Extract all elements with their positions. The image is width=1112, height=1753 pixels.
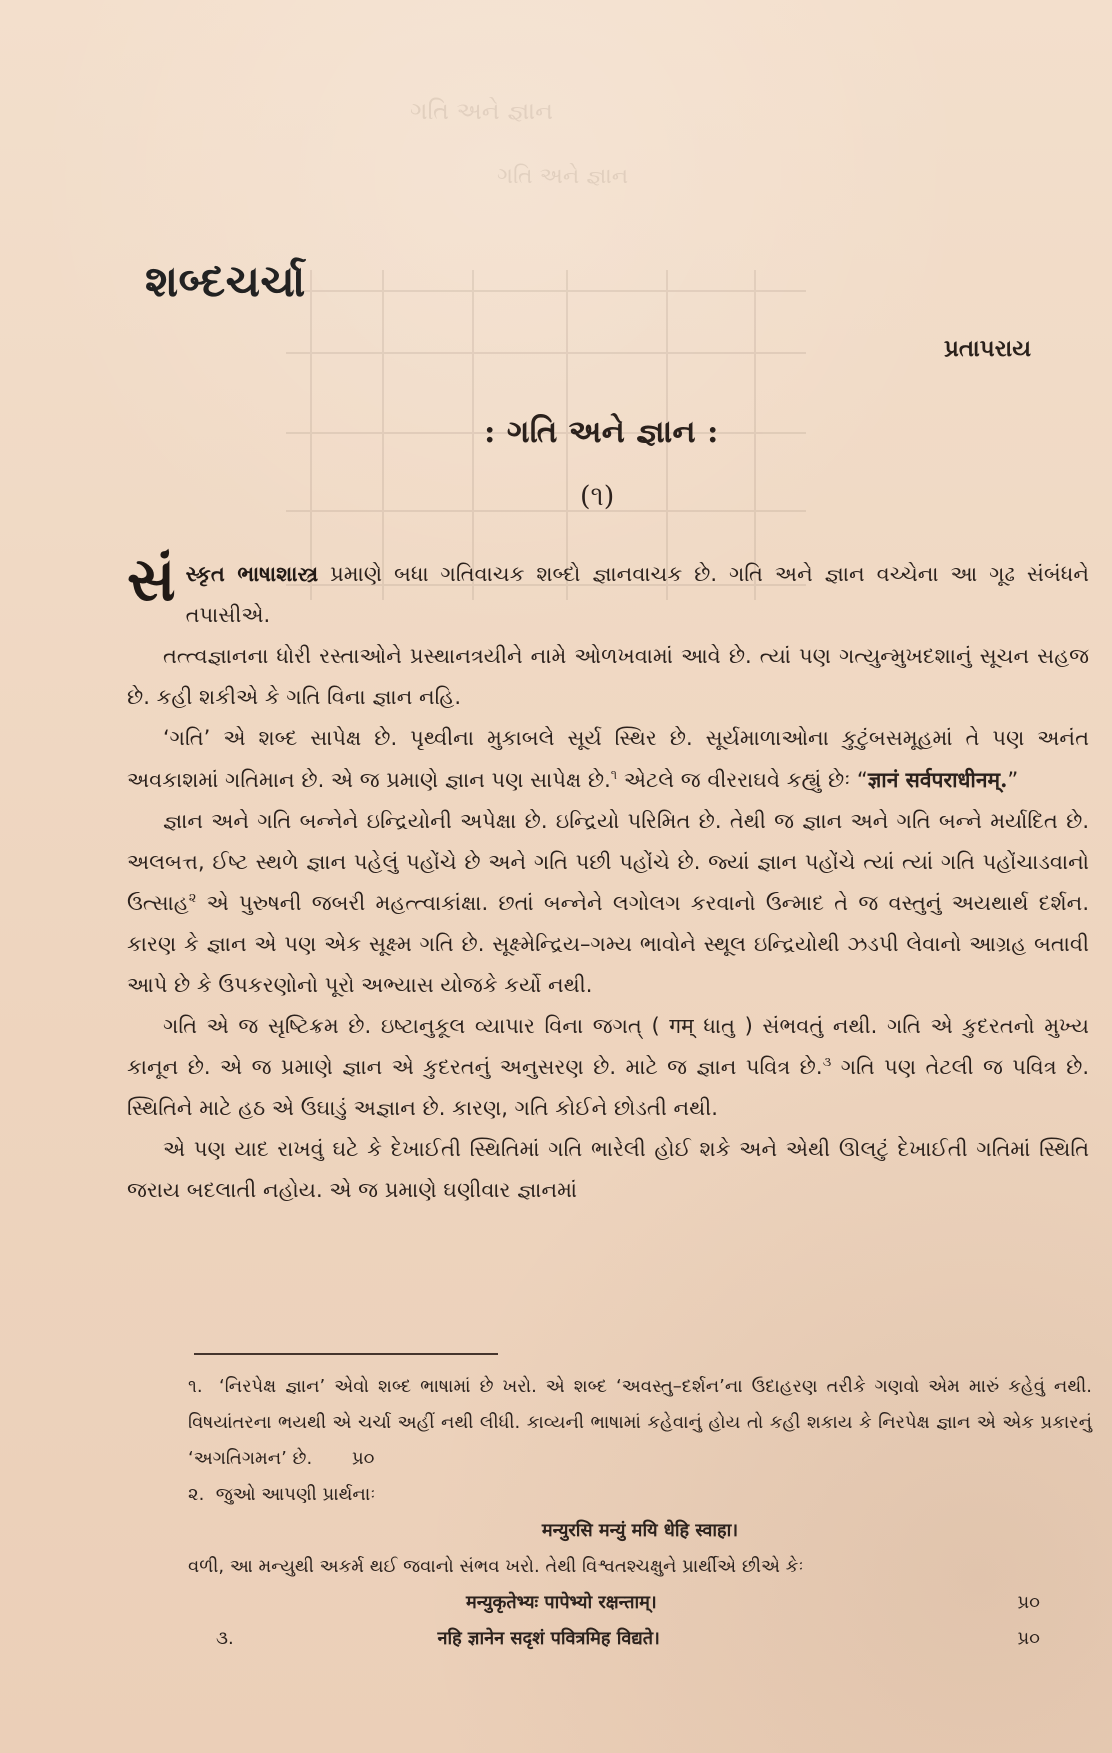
footnote-suffix: પ્ર૦ [1017,1592,1040,1613]
paragraph-4 [127,801,1089,1006]
footnote-text: ‘નિરપેક્ષ જ્ઞાન’ એવો શબ્દ ભાષામાં છે ખરો. એ શબ્દ ‘અવસ્તુ–દર્શન’ના ઉદાહરણ તરીકે ગણવો એમ મારું કહેવું નથી. વિષયાંતરના ભયથી એ ચર્ચા અહીં નથી લીધી. કાવ્યની ભાષામાં કહેવાનું હોય તો કહી શકાય કે નિરપેક્ષ જ્ઞાન એ એક પ્રકારનું ‘અગતિગમન’ છે. [188,1376,1092,1469]
paragraph-text: તત્ત્વજ્ઞાનના ધોરી રસ્તાઓને પ્રસ્થાનત્રયીને નામે ઓળખવામાં આવે છે. ત્યાં પણ ગત્યુન્મુખદશાનું સૂચન સહજ છે. કહી શકીએ કે ગતિ વિના જ્ઞાન નહિ. [127,644,1089,709]
paragraph-lead: સ્કૃત ભાષાશાસ્ત્ર [185,562,319,586]
footnote-marker: ૩ [822,1055,832,1070]
article-title: શબ્દચર્ચા [145,257,306,307]
paragraph-3 [127,718,1089,801]
paragraph-1 [127,545,1089,636]
footnotes [188,1369,1092,1657]
footnote-1 [188,1369,1092,1477]
footnote-2 [188,1477,1092,1513]
article-body [127,545,1089,1211]
quote-close: ” [1007,768,1019,792]
footnote-number: ૩. [216,1628,234,1649]
section-title: : ગતિ અને જ્ઞાન : [484,414,719,450]
sanskrit-verse-1: मन्युरसि मन्युं मयि धेहि स्वाहा। [541,1520,739,1541]
footnote-number: ૨. [188,1484,205,1505]
bleed-through-text: ગતિ અને જ્ઞાન [497,164,629,189]
sanskrit-verse-3: नहि ज्ञानेन सदृशं पवित्रमिह विद्यते। [437,1628,660,1649]
paragraph-text: ગતિ પણ તેટલી જ પવિત્ર છે. સ્થિતિને માટે હઠ એ ઉઘાડું અજ્ઞાન છે. કારણ, ગતિ કોઈને છોડતી નથી. [127,1055,1089,1120]
paragraph-text: એટલે જ વીરરાઘવે કહ્યું છેઃ “ [617,768,868,792]
paragraph-text: ‘ગતિ’ એ શબ્દ સાપેક્ષ છે. પૃથ્વીના મુકાબલે સૂર્ય સ્થિર છે. સૂર્યમાળાઓના કુટુંબસમૂહમાં તે પણ અનંત અવકાશમાં ગતિમાન છે. એ જ પ્રમાણે જ્ઞાન પણ સાપેક્ષ છે. [127,726,1089,792]
paragraph-6 [127,1129,1089,1211]
section-number: (૧) [580,481,615,512]
paragraph-2 [127,636,1089,718]
paragraph-text: જ્ઞાન અને ગતિ બન્નેને ઇન્દ્રિયોની અપેક્ષા છે. ઇન્દ્રિયો પરિમિત છે. તેથી જ જ્ઞાન અને ગતિ બન્ને મર્યાદિત છે. અલબત્ત, ઈષ્ટ સ્થળે જ્ઞાન પહેલું પહોંચે છે અને ગતિ પછી પહોંચે છે. જ્યાં જ્ઞાન પહોંચે ત્યાં ત્યાં ગતિ પહોંચાડવાનો ઉત્સાહ [127,809,1089,915]
paragraph-text: પ્રમાણે બધા ગતિવાચક શબ્દો જ્ઞાનવાચક છે. ગતિ અને જ્ઞાન વચ્ચેના આ ગૂઢ સંબંધને તપાસીએ. [185,562,1089,627]
footnote-text: વળી, આ મન્યુથી અકર્મ થઈ જવાનો સંભવ ખરો. તેથી વિશ્વતશ્ચક્ષુને પ્રાર્થીએ છીએ કેઃ [188,1556,804,1577]
paragraph-5 [127,1006,1089,1129]
footnote-suffix: પ્ર૦ [1017,1628,1040,1649]
paragraph-text: ગતિ એ જ સૃષ્ટિક્રમ છે. ઇષ્ટાનુકૂલ વ્યાપાર વિના જગત્ ( गम् ધાતુ ) સંભવતું નથી. ગતિ એ કુદરતનો મુખ્ય કાનૂન છે. એ જ પ્રમાણે જ્ઞાન એ કુદરતનું અનુસરણ છે. માટે જ જ્ઞાન પવિત્ર છે. [127,1014,1089,1079]
sanskrit-verse-2: मन्युकृतेभ्यः पापेभ्यो रक्षन्ताम्। [466,1592,657,1613]
footnote-divider [194,1353,498,1355]
footnote-marker: ૧ [610,768,618,783]
sanskrit-quote: ज्ञानं सर्वपराधीनम्. [867,767,1008,792]
paragraph-text: એ પણ યાદ રાખવું ઘટે કે દેખાઈતી સ્થિતિમાં ગતિ ભારેલી હોઈ શકે અને એથી ઊલટું દેખાઈતી ગતિમાં સ્થિતિ જરાય બદલાતી નહોય. એ જ પ્રમાણે ઘણીવાર જ્ઞાનમાં [127,1137,1089,1202]
author-name: પ્રતાપરાય [944,336,1032,362]
footnote-suffix: પ્ર૦ [351,1448,375,1469]
footnote-3 [188,1621,1092,1657]
drop-cap: સં [127,545,176,615]
footnote-text: જુઓ આપણી પ્રાર્થનાઃ [210,1484,376,1505]
paragraph-text: એ પુરુષની જબરી મહત્ત્વાકાંક્ષા. છતાં બન્નેને લગોલગ કરવાનો ઉન્માદ તે જ વસ્તુનું અયથાર્થ દર્શન. કારણ કે જ્ઞાન એ પણ એક સૂક્ષ્મ ગતિ છે. સૂક્ષ્મેન્દ્રિય–ગમ્ય ભાવોને સ્થૂલ ઇન્દ્રિયોથી ઝડપી લેવાનો આગ્રહ બતાવી આપે છે કે ઉપકરણોનો પૂરો અભ્યાસ યોજકે કર્યો નથી. [127,891,1089,997]
footnote-marker: ૨ [188,891,197,906]
footnote-number: ૧. [188,1376,203,1397]
sanskrit-verse-2-line [188,1585,1092,1621]
footnote-2-continued [188,1549,1092,1585]
bleed-through-text: ગતિ અને જ્ઞાન [410,97,554,125]
